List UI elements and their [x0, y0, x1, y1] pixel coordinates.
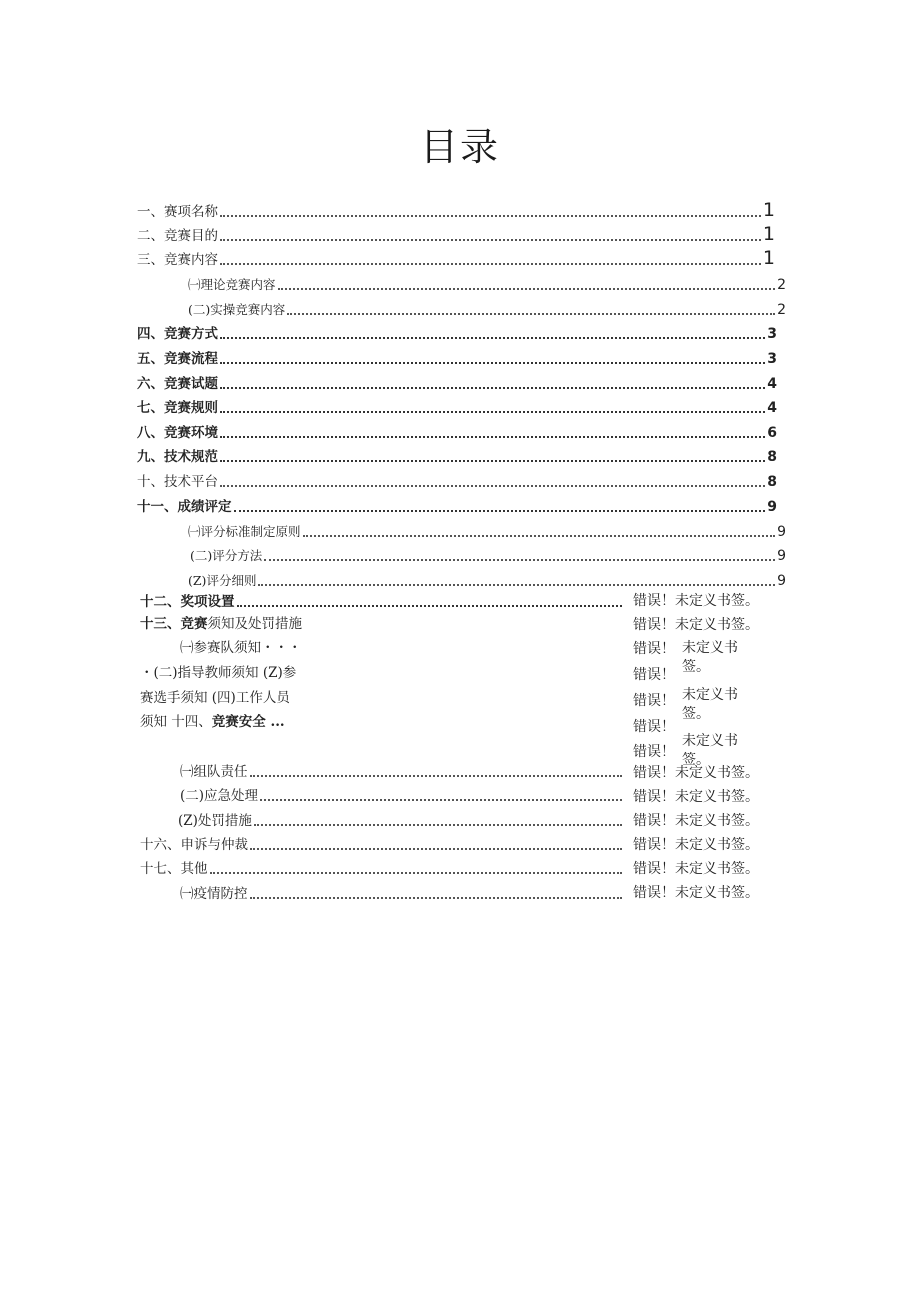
- toc-page-number: 3: [767, 351, 777, 367]
- toc-page-number: 1: [762, 199, 775, 221]
- leader-dots: [254, 823, 622, 826]
- toc-entry[interactable]: [137, 198, 775, 220]
- toc-entry[interactable]: [180, 782, 624, 804]
- toc-entry-text: 七、竞赛规则: [137, 400, 218, 416]
- bookmark-error: 错误！未定义书签。: [633, 765, 759, 781]
- bookmark-error: 错误！未定义书签。: [633, 813, 759, 829]
- toc-entry-text: 九、技术规范: [137, 449, 218, 465]
- toc-entry[interactable]: [137, 320, 777, 342]
- toc-entry-text[interactable]: ・(二)指导教师须知 (Z)参: [140, 665, 297, 681]
- leader-dots: [220, 435, 765, 438]
- toc-entry[interactable]: [190, 542, 786, 564]
- toc-entry[interactable]: [180, 758, 624, 780]
- toc-entry[interactable]: [137, 370, 777, 392]
- toc-page-number: 8: [767, 449, 777, 465]
- leader-dots: [250, 896, 623, 899]
- toc-entry-text: ㈠组队责任: [180, 764, 248, 780]
- toc-entry[interactable]: [137, 394, 777, 416]
- leader-dots: [278, 287, 776, 290]
- toc-entry[interactable]: [188, 567, 786, 589]
- toc-entry[interactable]: [137, 443, 777, 465]
- bookmark-error-tail: 未定义书: [682, 733, 738, 749]
- toc-page-number: 2: [777, 302, 786, 318]
- toc-entry-text[interactable]: [140, 710, 285, 730]
- toc-entry-text: ㈠理论竞赛内容: [188, 277, 276, 292]
- bookmark-error-head: 错误！: [633, 667, 675, 683]
- toc-entry-text: 二、竞赛目的: [137, 228, 218, 244]
- toc-entry-text: 一、赛项名称: [137, 204, 218, 220]
- bookmark-error: 错误！未定义书签。: [633, 837, 759, 853]
- toc-entry-text: ㈠评分标准制定原则: [188, 524, 301, 539]
- bookmark-error-head: 错误！: [633, 719, 675, 735]
- toc-entry-text: 十七、其他: [140, 861, 208, 877]
- bookmark-error-tail: 未定义书: [682, 640, 738, 656]
- leader-dots: [220, 214, 761, 217]
- toc-entry-text-regular: 须知及处罚措施: [207, 616, 302, 632]
- toc-page-number: 9: [777, 524, 786, 540]
- toc-page-number: 4: [767, 400, 777, 416]
- toc-page-number: 6: [767, 425, 777, 441]
- toc-entry[interactable]: [137, 222, 775, 244]
- leader-dots: [220, 361, 765, 364]
- toc-entry-text-bold: 竞赛安全 ...: [211, 714, 285, 730]
- toc-entry-text-bold: 十三、竞赛: [140, 616, 208, 632]
- leader-dots: [237, 604, 623, 607]
- leader-dots: [210, 871, 623, 874]
- toc-entry[interactable]: [137, 419, 777, 441]
- toc-entry-text: 三、竞赛内容: [137, 252, 218, 268]
- toc-page-number: 9: [777, 548, 786, 564]
- toc-page-number: 9: [767, 499, 777, 515]
- toc-page-number: 1: [762, 223, 775, 245]
- toc-entry-text[interactable]: 赛选手须知 (四)工作人员: [140, 690, 290, 706]
- toc-entry-text[interactable]: ㈠参赛队须知・・・: [180, 640, 302, 656]
- toc-entry[interactable]: [140, 588, 624, 610]
- leader-dots: [220, 484, 765, 487]
- bookmark-error: 错误！未定义书签。: [633, 885, 759, 901]
- toc-entry-text: 十二、奖项设置: [140, 594, 235, 610]
- toc-entry[interactable]: [188, 296, 786, 318]
- toc-entry[interactable]: [188, 518, 786, 540]
- toc-page-number: 3: [767, 326, 777, 342]
- toc-entry[interactable]: [140, 855, 624, 877]
- bookmark-error: 错误！未定义书签。: [633, 789, 759, 805]
- toc-entry-text-regular: 须知 十四、: [140, 714, 212, 730]
- bookmark-error-tail: 签。: [682, 659, 710, 675]
- bookmark-error: 错误！未定义书签。: [633, 617, 759, 633]
- toc-page-number: 1: [762, 247, 775, 269]
- toc-entry-text: (Z)处罚措施: [178, 813, 252, 829]
- bookmark-error: 错误！未定义书签。: [633, 861, 759, 877]
- toc-entry[interactable]: [137, 246, 775, 268]
- toc-entry-text: (二)应急处理: [180, 788, 259, 804]
- toc-page-number: 4: [767, 376, 777, 392]
- bookmark-error-tail: 签。: [682, 706, 710, 722]
- leader-dots: [220, 459, 765, 462]
- leader-dots: [250, 847, 622, 850]
- toc-entry-text: (二)实操竞赛内容: [188, 302, 286, 317]
- toc-entry[interactable]: [178, 807, 624, 829]
- toc-entry-text: 六、竞赛试题: [137, 376, 218, 392]
- toc-page-number: 8: [767, 474, 777, 490]
- leader-dots: [287, 312, 775, 315]
- toc-page-number: 2: [777, 277, 786, 293]
- toc-entry-text: 十六、申诉与仲裁: [140, 837, 248, 853]
- toc-entry-text: 五、竞赛流程: [137, 351, 218, 367]
- leader-dots: [258, 583, 775, 586]
- leader-dots: [220, 386, 765, 389]
- toc-entry-text: 十一、成绩评定: [137, 499, 232, 515]
- leader-dots: [220, 410, 765, 413]
- bookmark-error-head: 错误！: [633, 744, 675, 760]
- bookmark-error-head: 错误！: [633, 693, 675, 709]
- toc-entry-text: 十、技术平台: [137, 474, 218, 490]
- toc-entry-text: ㈠疫情防控: [180, 886, 248, 902]
- leader-dots: [264, 558, 775, 561]
- leader-dots: [220, 238, 761, 241]
- bookmark-error-tail: 未定义书: [682, 687, 738, 703]
- toc-entry[interactable]: [137, 468, 777, 490]
- toc-entry-text: (二)评分方法: [190, 548, 263, 563]
- bookmark-error: 错误！未定义书签。: [633, 593, 759, 609]
- toc-page-number: 9: [777, 573, 786, 589]
- toc-entry-text: 四、竞赛方式: [137, 326, 218, 342]
- bookmark-error-tail: 签。: [682, 752, 710, 768]
- toc-entry[interactable]: [188, 271, 786, 293]
- toc-entry-text[interactable]: [140, 612, 302, 632]
- leader-dots: [250, 774, 623, 777]
- leader-dots: [220, 262, 761, 265]
- toc-entry[interactable]: [140, 831, 624, 853]
- toc-entry-text: 八、竞赛环境: [137, 425, 218, 441]
- bookmark-error-head: 错误！: [633, 641, 675, 657]
- leader-dots: [220, 336, 765, 339]
- toc-entry[interactable]: [137, 493, 777, 515]
- leader-dots: [234, 509, 766, 512]
- page-title: 目录: [419, 125, 500, 169]
- toc-entry-text: (Z)评分细则: [188, 573, 257, 588]
- leader-dots: [260, 798, 622, 801]
- toc-entry[interactable]: [137, 345, 777, 367]
- leader-dots: [303, 534, 776, 537]
- toc-entry[interactable]: [180, 880, 624, 902]
